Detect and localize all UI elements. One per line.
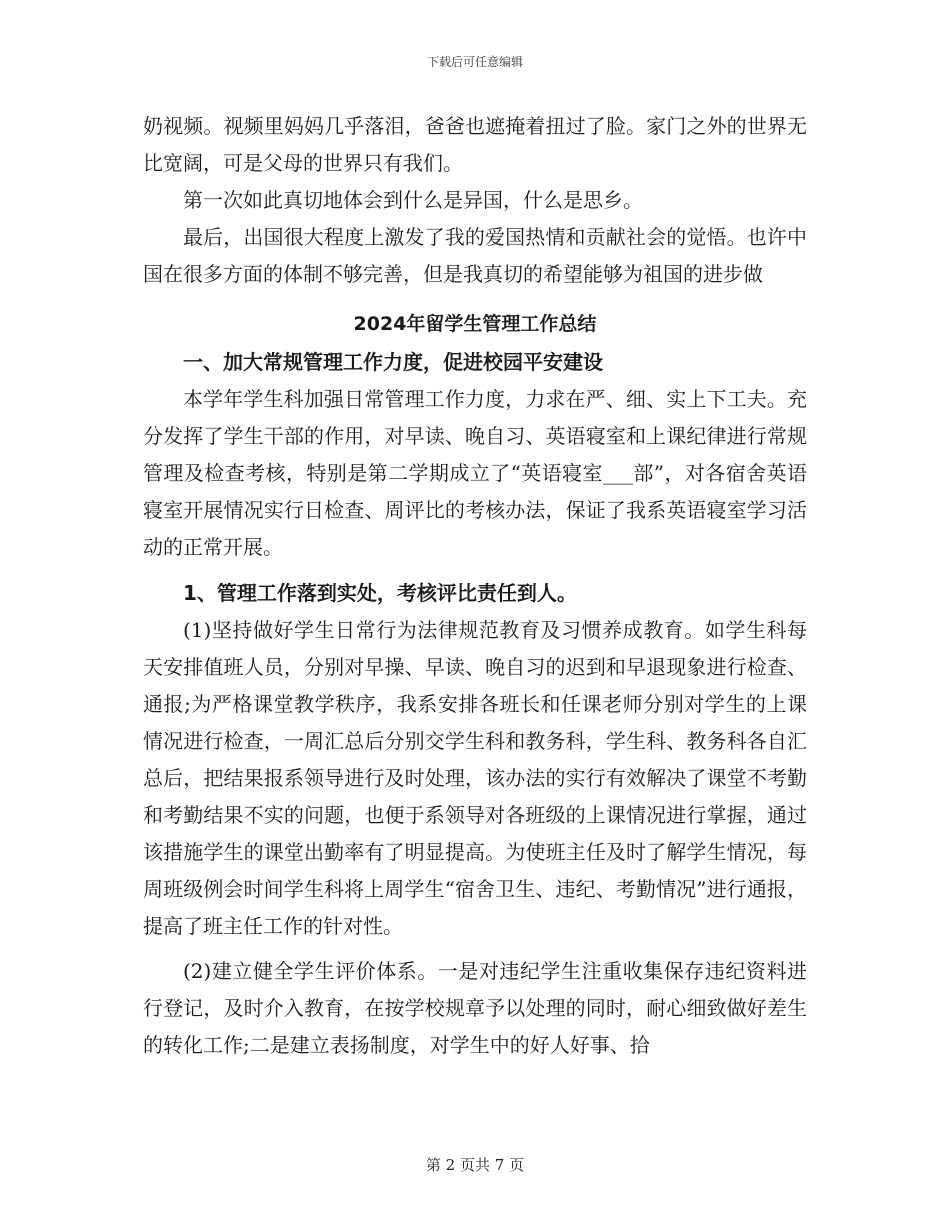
document-title: 2024年留学生管理工作总结 (353, 313, 597, 335)
section-heading-1: 一、加大常规管理工作力度，促进校园平安建设 (183, 350, 603, 374)
paragraph-patriotism: 最后，出国很大程度上激发了我的爱国热情和贡献社会的觉悟。也许中国在很多方面的体制不够完善，但是我真切的希望能够为祖国的进步做 (143, 225, 807, 286)
section-1-body: 本学年学生科加强日常管理工作力度，力求在严、细、实上下工夫。充分发挥了学生干部的作用，对早读、晚自习、英语寝室和上课纪律进行常规管理及检查考核，特别是第二学期成立了“英语寝室___部”，对各宿舍英语寝室开展情况实行日检查、周评比的考核办法，保证了我系英语寝室学习活动的正常开展。 (143, 387, 807, 559)
paragraph-continuation: 奶视频。视频里妈妈几乎落泪，爸爸也遮掩着扭过了脸。家门之外的世界无比宽阔，可是父母的世界只有我们。 (143, 114, 807, 175)
list-item-2: (2)建立健全学生评价体系。一是对违纪学生注重收集保存违纪资料进行登记，及时介入教育，在按学校规章予以处理的同时，耐心细致做好差生的转化工作;二是建立表扬制度，对学生中的好人好事、拾 (143, 959, 807, 1057)
list-item-1: (1)坚持做好学生日常行为法律规范教育及习惯养成教育。如学生科每天安排值班人员，分别对早操、早读、晚自习的迟到和早退现象进行检查、通报;为严格课堂教学秩序，我系安排各班长和任课老师分别对学生的上课情况进行检查，一周汇总后分别交学生科和教务科，学生科、教务科各自汇总后，把结果报系领导进行及时处理，该办法的实行有效解决了课堂不考勤和考勤结果不实的问题，也便于系领导对各班级的上课情况进行掌握，通过该措施学生的课堂出勤率有了明显提高。为使班主任及时了解学生情况，每周班级例会时间学生科将上周学生“宿舍卫生、违纪、考勤情况”进行通报，提高了班主任工作的针对性。 (143, 618, 807, 938)
document-body (143, 108, 807, 1064)
subsection-heading-1: 1、管理工作落到实处，考核评比责任到人。 (183, 581, 577, 605)
paragraph-homesick: 第一次如此真切地体会到什么是异国，什么是思乡。 (183, 188, 643, 212)
page-number-footer: 第 2 页共 7 页 (425, 1156, 525, 1174)
page-header: 下载后可任意编辑 (426, 55, 523, 69)
